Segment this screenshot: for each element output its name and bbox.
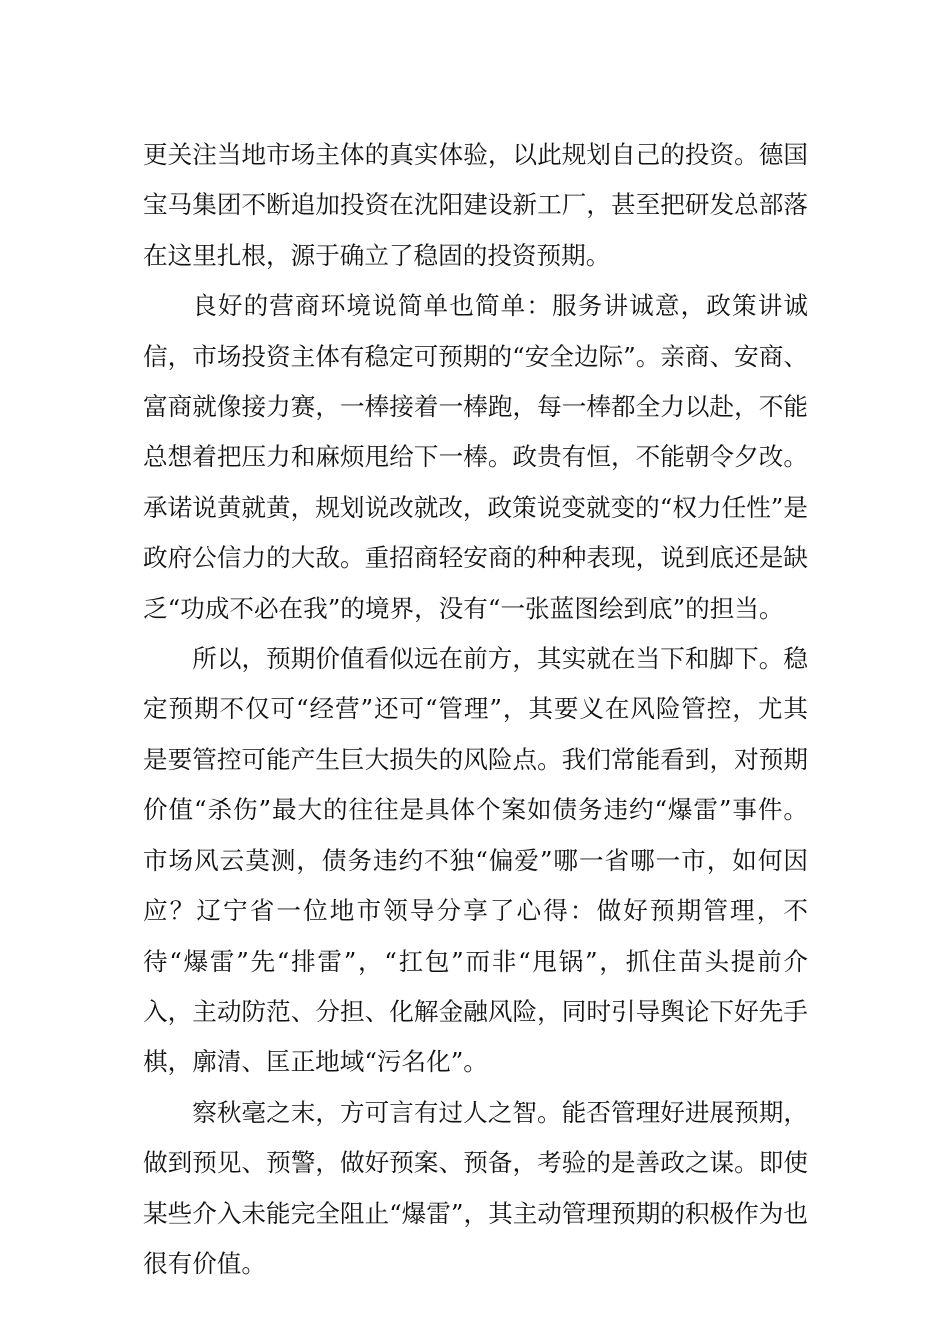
paragraph-1: 更关注当地市场主体的真实体验，以此规划自己的投资。德国宝马集团不断追加投资在沈阳建设新工厂，甚至把研发总部落在这里扎根，源于确立了稳固的投资预期。 xyxy=(143,140,808,270)
article-body xyxy=(143,130,808,1289)
paragraph-4: 察秋毫之末，方可言有过人之智。能否管理好进展预期，做到预见、预警，做好预案、预备，考验的是善政之谋。即使某些介入未能完全阻止“爆雷”，其主动管理预期的积极作为也很有价值。 xyxy=(143,1097,808,1278)
paragraph-3: 所以，预期价值看似远在前方，其实就在当下和脚下。稳定预期不仅可“经营”还可“管理”，其要义在风险管控，尤其是要管控可能产生巨大损失的风险点。我们常能看到，对预期价值“杀伤”最大的往往是具体个案如债务违约“爆雷”事件。市场风云莫测，债务违约不独“偏爱”哪一省哪一市，如何因应？辽宁省一位地市领导分享了心得：做好预期管理，不待“爆雷”先“排雷”，“扛包”而非“甩锅”，抓住苗头提前介入，主动防范、分担、化解金融风险，同时引导舆论下好先手棋，廓清、匡正地域“污名化”。 xyxy=(143,644,808,1077)
paragraph-2: 良好的营商环境说简单也简单：服务讲诚意，政策讲诚信，市场投资主体有稳定可预期的“安全边际”。亲商、安商、富商就像接力赛，一棒接着一棒跑，每一棒都全力以赴，不能总想着把压力和麻烦甩给下一棒。政贵有恒，不能朝令夕改。承诺说黄就黄，规划说改就改，政策说变就变的“权力任性”是政府公信力的大敌。重招商轻安商的种种表现，说到底还是缺乏“功成不必在我”的境界，没有“一张蓝图绘到底”的担当。 xyxy=(143,291,808,623)
